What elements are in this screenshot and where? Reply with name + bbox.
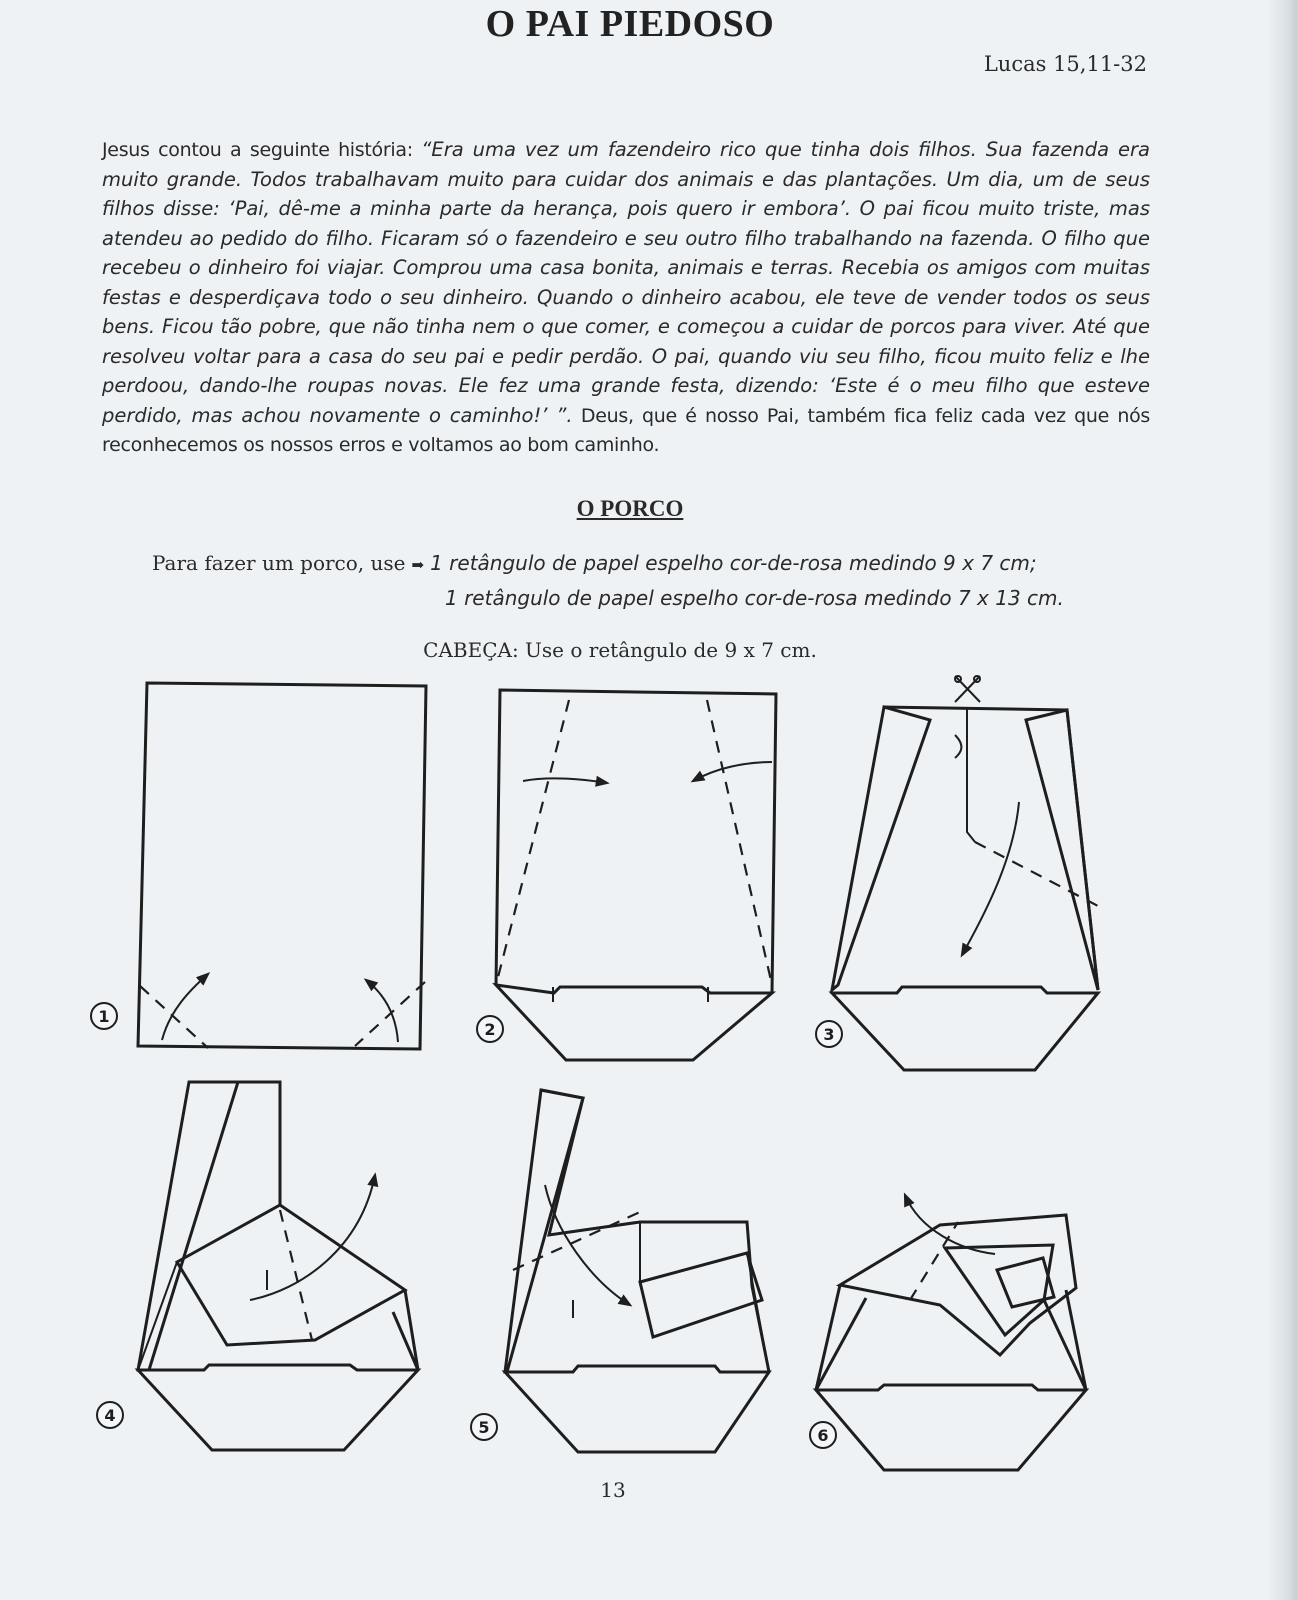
step-number-3 xyxy=(816,1021,842,1047)
page-title: O PAI PIEDOSO xyxy=(485,3,775,45)
step-number-1 xyxy=(91,1003,117,1029)
right-arrow-icon: ➡ xyxy=(411,556,425,574)
story-moral: Deus, que é nosso Pai, também fica feliz cada vez que nós reconhecemos os nossos erros e voltamos ao bom caminho. xyxy=(102,404,1150,456)
step-1-diagram xyxy=(138,683,426,1049)
step-2-diagram xyxy=(496,690,776,1060)
story-lead: Jesus contou a seguinte história: xyxy=(102,139,422,161)
step-number-6-label: 6 xyxy=(817,1426,829,1445)
story-quote: “Era uma vez um fazendeiro rico que tinha dois filhos. Sua fazenda era muito grande. Todos trabalhavam muito para cuidar dos animais e das plantações. Um dia, um de seus filhos disse: ‘Pai, dê-me a minha parte da herança, pois quero ir embora’. O pai ficou muito triste, mas atendeu ao pedido do filho. Ficaram só o fazendeiro e seu outro filho trabalhando na fazenda. O filho que recebeu o dinheiro foi viajar. Comprou uma casa bonita, animais e terras. Recebia os amigos com muitas festas e desperdiçava todo o seu dinheiro. Quando o dinheiro acabou, ele teve de vender todos os seus bens. Ficou tão pobre, que não tinha nem o que comer, e começou a cuidar de porcos para viver. Até que resolveu voltar para a casa do seu pai e pedir perdão. O pai, quando viu seu filho, ficou muito feliz e lhe perdoou, dando-lhe roupas novas. Ele fez uma grande festa, dizendo: ‘Este é o meu filho que esteve perdido, mas achou novamente o caminho!’ ”. xyxy=(102,138,1150,427)
step-number-1-label: 1 xyxy=(98,1007,110,1026)
material-item-1: 1 retângulo de papel espelho cor-de-rosa medindo 9 x 7 cm; xyxy=(430,551,1037,575)
step-number-5-label: 5 xyxy=(478,1418,490,1437)
step-6-diagram xyxy=(816,1195,1086,1470)
head-instruction: CABEÇA: Use o retângulo de 9 x 7 cm. xyxy=(423,638,817,662)
step-number-6 xyxy=(810,1422,836,1448)
step-number-4 xyxy=(97,1402,123,1428)
step-number-5 xyxy=(471,1414,497,1440)
material-item-2: 1 retângulo de papel espelho cor-de-rosa medindo 7 x 13 cm. xyxy=(445,586,1064,610)
step-number-2 xyxy=(477,1016,503,1042)
page-number: 13 xyxy=(600,1478,626,1502)
step-number-4-label: 4 xyxy=(104,1406,116,1425)
step-4-diagram xyxy=(138,1082,418,1450)
step-number-3-label: 3 xyxy=(823,1025,835,1044)
materials-intro: Para fazer um porco, use xyxy=(152,551,406,575)
step-3-diagram xyxy=(832,676,1098,1070)
step-number-2-label: 2 xyxy=(484,1020,496,1039)
section-title: O PORCO xyxy=(576,496,684,521)
step-5-diagram xyxy=(505,1090,769,1452)
bible-reference: Lucas 15,11-32 xyxy=(983,52,1147,76)
